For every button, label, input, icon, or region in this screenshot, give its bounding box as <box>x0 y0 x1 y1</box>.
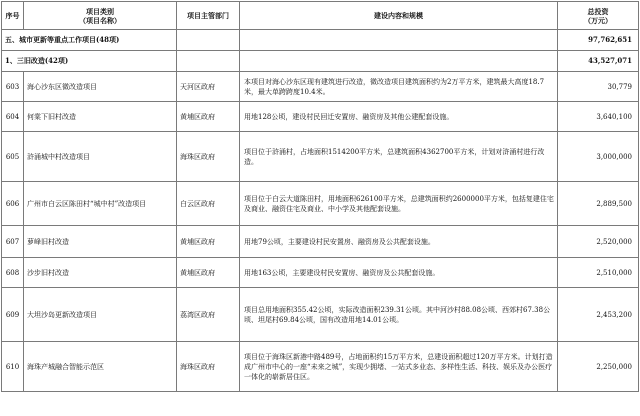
header-category-line1: 项目类别 <box>86 6 114 16</box>
row-name: 海珠产城融合智能示范区 <box>24 342 177 392</box>
section-total: 97,762,651 <box>558 30 639 51</box>
row-dept: 荔湾区政府 <box>177 288 240 342</box>
table-row <box>2 182 639 226</box>
section-empty-content <box>240 30 558 51</box>
row-content: 用地128公顷，建设村民回迁安置房、融资房及其他公建配套设施。 <box>240 102 558 132</box>
row-content: 用地79公顷，主要建设村民安置房、融资房及公共配套设施。 <box>240 226 558 258</box>
row-dept: 黄埔区政府 <box>177 226 240 258</box>
row-no: 607 <box>2 226 24 258</box>
section-title: 五、城市更新等重点工作项目(48项) <box>2 30 177 51</box>
row-content: 项目总用地面积355.42公顷，实际改造面积239.31公顷。其中河沙村88.08公顷、西郊村67.38公顷、坦尾村69.84公顷，国有改造用地14.01公顷。 <box>240 288 558 342</box>
row-dept: 海珠区政府 <box>177 342 240 392</box>
row-invest: 2,510,000 <box>558 258 639 288</box>
header-content: 建设内容和规模 <box>240 2 558 30</box>
header-invest <box>558 2 639 30</box>
row-dept: 黄埔区政府 <box>177 258 240 288</box>
table-row <box>2 342 639 392</box>
row-invest: 2,889,500 <box>558 182 639 226</box>
header-invest-line2: （万元） <box>584 15 612 25</box>
row-no: 605 <box>2 132 24 182</box>
header-invest-line1: 总投资 <box>587 6 609 16</box>
table-header-row <box>2 2 639 30</box>
table-row <box>2 102 639 132</box>
header-category <box>24 2 177 30</box>
row-invest: 3,000,000 <box>558 132 639 182</box>
table-row <box>2 72 639 102</box>
header-no: 序号 <box>2 2 24 30</box>
row-no: 603 <box>2 72 24 102</box>
section-empty-dept <box>177 30 240 51</box>
header-category-line2: （项目名称） <box>79 15 121 25</box>
row-invest: 3,640,100 <box>558 102 639 132</box>
row-no: 604 <box>2 102 24 132</box>
table-row <box>2 258 639 288</box>
table-row <box>2 226 639 258</box>
section-row <box>2 30 639 51</box>
row-content: 项目位于白云大道陈田村，用地面积626100平方米，总建筑面积约2600000平方米，包括复建住宅及商业、融资住宅及商业、中小学及其他配套设施。 <box>240 182 558 226</box>
row-no: 608 <box>2 258 24 288</box>
row-name: 浒涌城中村改造项目 <box>24 132 177 182</box>
row-name: 沙步旧村改造 <box>24 258 177 288</box>
row-invest: 2,250,000 <box>558 342 639 392</box>
row-name: 何棠下旧村改造 <box>24 102 177 132</box>
row-no: 606 <box>2 182 24 226</box>
row-name: 广州市白云区陈田村“城中村”改造项目 <box>24 182 177 226</box>
row-content: 本项目对海心沙东区现有建筑进行改造，微改造项目建筑面积约为2万平方米，建筑最大高度18.7米，最大单跨跨度10.4米。 <box>240 72 558 102</box>
subsection-title: 1、三旧改造(42项) <box>2 51 177 72</box>
row-invest: 30,779 <box>558 72 639 102</box>
row-invest: 2,453,200 <box>558 288 639 342</box>
row-name: 大坦沙岛更新改造项目 <box>24 288 177 342</box>
investment-table <box>1 1 639 392</box>
row-dept: 海珠区政府 <box>177 132 240 182</box>
row-content: 项目位于海珠区新港中路489号，占地面积约15万平方米，总建设面积超过120万平方米。计划打造成广州市中心的一座“未来之城”，实现少拥堵、一站式多业态、多样性生活、科技、娱乐及办公医疗一体化的崭新居住区。 <box>240 342 558 392</box>
row-dept: 天河区政府 <box>177 72 240 102</box>
subsection-total: 43,527,071 <box>558 51 639 72</box>
table-row <box>2 132 639 182</box>
subsection-empty-dept <box>177 51 240 72</box>
header-dept: 项目主管部门 <box>177 2 240 30</box>
row-content: 项目位于浒涌村，占地面积1514200平方米，总建筑面积4362700平方米，计划对浒涌村进行改造。 <box>240 132 558 182</box>
subsection-empty-content <box>240 51 558 72</box>
row-no: 609 <box>2 288 24 342</box>
row-dept: 黄埔区政府 <box>177 102 240 132</box>
row-name: 萝峰旧村改造 <box>24 226 177 258</box>
row-dept: 白云区政府 <box>177 182 240 226</box>
row-no: 610 <box>2 342 24 392</box>
row-name: 海心沙东区微改造项目 <box>24 72 177 102</box>
subsection-row <box>2 51 639 72</box>
row-content: 用地163公顷，主要建设村民安置房、融资房及公共配套设施。 <box>240 258 558 288</box>
row-invest: 2,520,000 <box>558 226 639 258</box>
table-row <box>2 288 639 342</box>
